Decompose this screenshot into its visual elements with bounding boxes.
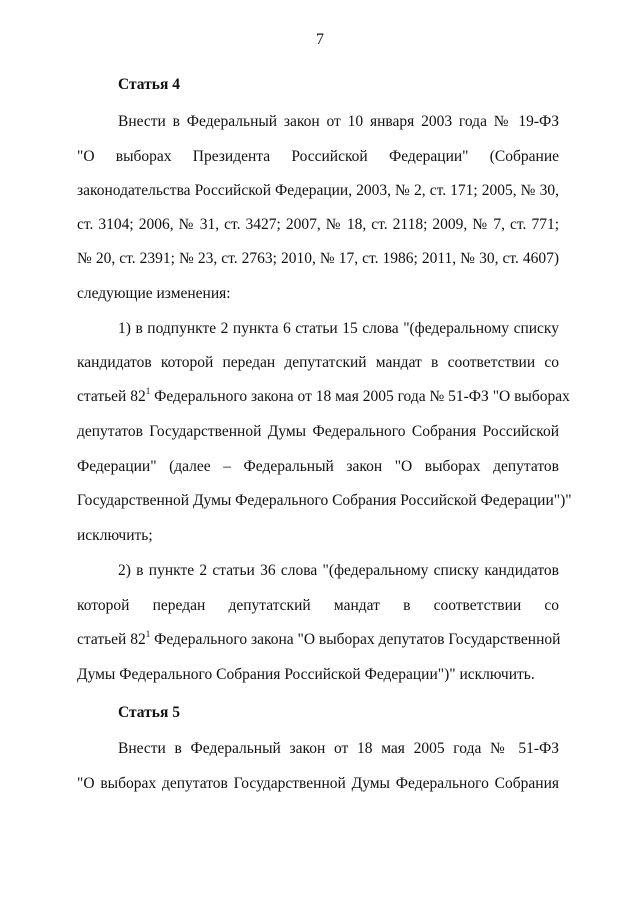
item-2-line bbox=[77, 629, 561, 648]
item-1-line: кандидатов которой передан депутатский мандат в соответствии со bbox=[77, 354, 559, 371]
page-number: 7 bbox=[316, 31, 324, 48]
superscript: 1 bbox=[145, 629, 151, 639]
article-4-intro-line: Внести в Федеральный закон от 10 января 2003 года № 19-ФЗ bbox=[118, 113, 559, 130]
article-5-heading: Статья 5 bbox=[118, 704, 180, 721]
item-1-line: Федерации" (далее – Федеральный закон "О выборах депутатов bbox=[77, 458, 559, 475]
item-2-line: которой передан депутатский мандат в соответствии со bbox=[77, 597, 559, 614]
article-4-intro-line: следующие изменения: bbox=[77, 285, 231, 302]
item-1-line bbox=[77, 386, 570, 405]
article-4-intro-line: "О выборах Президента Российской Федерации" (Собрание bbox=[77, 148, 559, 165]
article-4-heading: Статья 4 bbox=[118, 76, 180, 93]
item-1-line: депутатов Государственной Думы Федерального Собрания Российской bbox=[77, 423, 559, 440]
item-1-line: 1) в подпункте 2 пункта 6 статьи 15 слова "(федеральному списку bbox=[118, 320, 559, 337]
article-5-line: Внести в Федеральный закон от 18 мая 2005 года № 51-ФЗ bbox=[118, 740, 559, 757]
item-2-line: 2) в пункте 2 статьи 36 слова "(федеральному списку кандидатов bbox=[118, 562, 559, 579]
item-2-line: Думы Федерального Собрания Российской Федерации")" исключить. bbox=[77, 666, 535, 683]
article-4-intro-line: № 20, ст. 2391; № 23, ст. 2763; 2010, № 17, ст. 1986; 2011, № 30, ст. 4607) bbox=[77, 250, 559, 267]
item-1-text: Федерального закона от 18 мая 2005 года № 51-ФЗ "О выборах bbox=[150, 388, 570, 405]
item-2-text: Федерального закона "О выборах депутатов Государственной bbox=[150, 631, 561, 648]
article-5-line: "О выборах депутатов Государственной Думы Федерального Собрания bbox=[77, 775, 559, 792]
superscript: 1 bbox=[145, 386, 151, 396]
item-1-line: Государственной Думы Федерального Собрания Российской Федерации")" bbox=[77, 492, 572, 509]
item-2-text: статьей 82 bbox=[77, 631, 146, 648]
article-4-intro-line: законодательства Российской Федерации, 2003, № 2, ст. 171; 2005, № 30, bbox=[77, 182, 559, 199]
item-1-text: статьей 82 bbox=[77, 388, 146, 405]
item-1-line: исключить; bbox=[77, 527, 153, 544]
article-4-intro-line: ст. 3104; 2006, № 31, ст. 3427; 2007, № 18, ст. 2118; 2009, № 7, ст. 771; bbox=[77, 216, 559, 233]
